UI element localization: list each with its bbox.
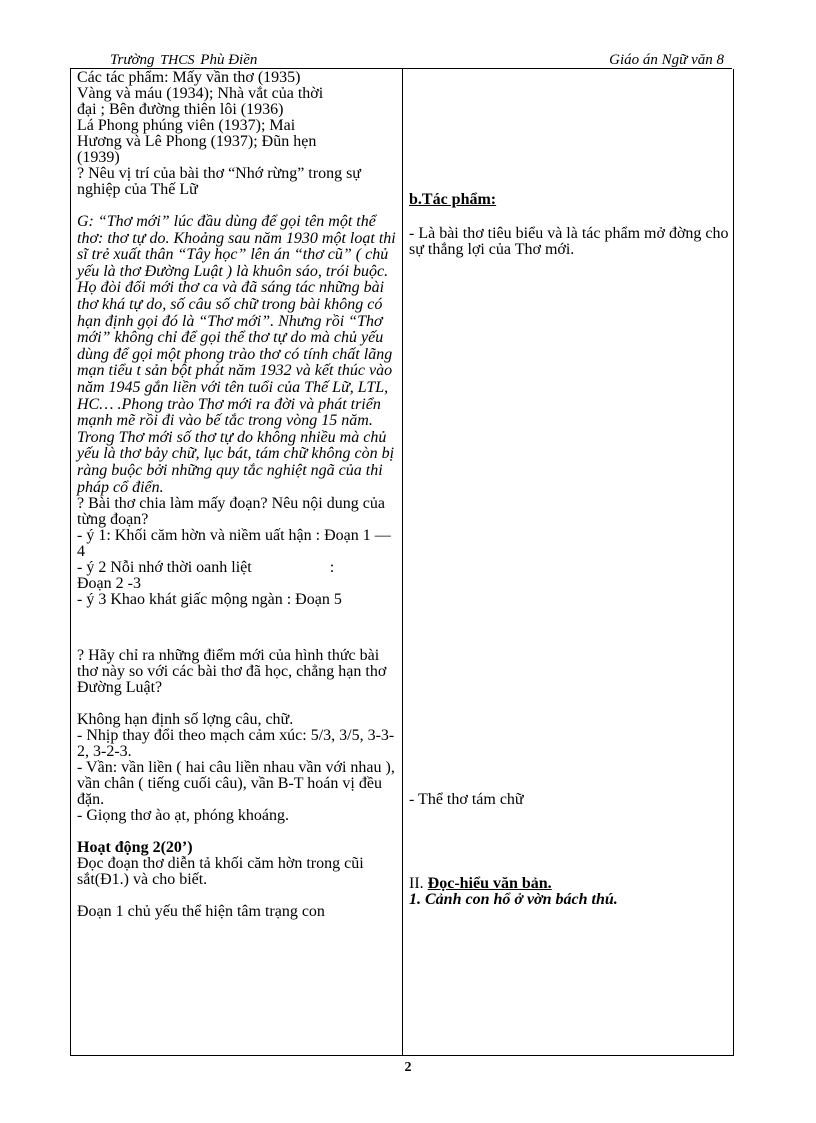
column-divider — [402, 69, 403, 1055]
subsection-1: 1. Cảnh con hổ ở vờn bách thú. — [409, 891, 618, 908]
section-2-heading — [409, 876, 729, 892]
idea-3: - ý 3 Khao khát giấc mộng ngàn : Đoạn 5 — [77, 591, 342, 609]
answer-1: Không hạn định số lợng câu, chữ. — [77, 711, 294, 729]
section-2-number: II. — [409, 875, 424, 892]
activity-heading: Hoạt động 2(20’) — [77, 839, 193, 857]
left-column — [77, 70, 397, 920]
answer-3: - Vần: vần liền ( hai câu liền nhau vần với nhau ), vần chân ( tiếng cuối câu), vần B-T hoán vị đều đặn. — [77, 759, 395, 809]
answer-4: - Giọng thơ ào ạt, phóng khoáng. — [77, 807, 289, 825]
works-line-3: đại ; Bên đường thiên lôi (1936) — [77, 101, 284, 118]
works-line-5: Hương và Lê Phong (1937); Đũn hẹn — [77, 133, 317, 150]
school-prefix: Trường — [110, 52, 155, 68]
answer-2: - Nhịp thay đổi theo mạch cảm xúc: 5/3, 3/5, 3-3-2, 3-2-3. — [77, 727, 395, 761]
header-school — [110, 52, 257, 69]
teacher-note: G: “Thơ mới” lúc đầu dùng để gọi tên một thể thơ: thơ tự do. Khoảng sau năm 1930 một loạt thi sĩ trẻ xuất thân “Tây học” lên án “thơ cũ” ( chủ yếu là thơ Đường Luật ) là khuôn sáo, trói buộc. Họ đòi đổi mới thơ ca và đã sáng tác những bài thơ khá tự do, số câu số chữ trong bài không có hạn định gọi đó là “Thơ mới”. Nhưng rồi “Thơ mới” không chỉ để gọi thể thơ tự do mà chủ yếu dùng để gọi một phong trào thơ có tính chất lãng mạn tiểu t sản bột phát năm 1932 và kết thúc vào năm 1945 gắn liền với tên tuổi của Thế Lữ, LTL, HC… .Phong trào Thơ mới ra đời và phát triển mạnh mẽ rồi đi vào bế tắc trong vòng 15 năm. Trong Thơ mới số thơ tự do không nhiều mà chủ yếu là thơ bảy chữ, lục bát, tám chữ không còn bị ràng buộc bởi những quy tắc nghiệt ngã của thi pháp cổ điển. — [77, 213, 396, 496]
idea-2-part: Đoạn 2 -3 — [77, 575, 141, 593]
school-suffix: Phù Điền — [200, 52, 258, 68]
activity-prompt: Đoạn 1 chủ yếu thể hiện tâm trạng con — [77, 903, 325, 921]
work-description: - Là bài thơ tiêu biểu và là tác phẩm mở đờng cho sự thắng lợi của Thơ mới. — [409, 225, 729, 258]
works-line-6: (1939) — [77, 149, 120, 166]
works-line-4: Lá Phong phúng viên (1937); Mai — [77, 117, 296, 134]
school-mid: THCS — [160, 53, 195, 68]
question-position: ? Nêu vị trí của bài thơ “Nhớ rừng” trong sự nghiệp của Thế Lữ — [77, 165, 361, 198]
page-number: 2 — [404, 1060, 412, 1075]
idea-2-text: - ý 2 Nỗi nhớ thời oanh liệt — [77, 559, 252, 577]
works-line-1: Các tác phẩm: Mấy vần thơ (1935) — [77, 69, 301, 86]
works-line-2: Vàng và máu (1934); Nhà vắt của thời — [77, 85, 324, 102]
header-subject: Giáo án Ngữ văn 8 — [609, 52, 724, 68]
poem-form: - Thể thơ tám chữ — [409, 791, 524, 808]
right-column — [409, 70, 729, 908]
activity-instruction: Đọc đoạn thơ diễn tả khối căm hờn trong cũi sắt(Đ1.) và cho biết. — [77, 855, 364, 889]
work-heading: b.Tác phẩm: — [409, 191, 497, 208]
section-2-title: Đọc-hiểu văn bản. — [427, 875, 552, 892]
idea-1: - ý 1: Khối căm hờn và niềm uất hận : Đoạn 1 — 4 — [77, 527, 391, 561]
idea-2 — [77, 560, 397, 576]
question-sections: ? Bài thơ chia làm mấy đoạn? Nêu nội dung của từng đoạn? — [77, 495, 385, 529]
idea-2-colon: : — [329, 559, 335, 577]
question-form: ? Hãy chỉ ra những điểm mới của hình thức bài thơ này so với các bài thơ đã học, chẳng hạn thơ Đường Luật? — [77, 647, 387, 697]
